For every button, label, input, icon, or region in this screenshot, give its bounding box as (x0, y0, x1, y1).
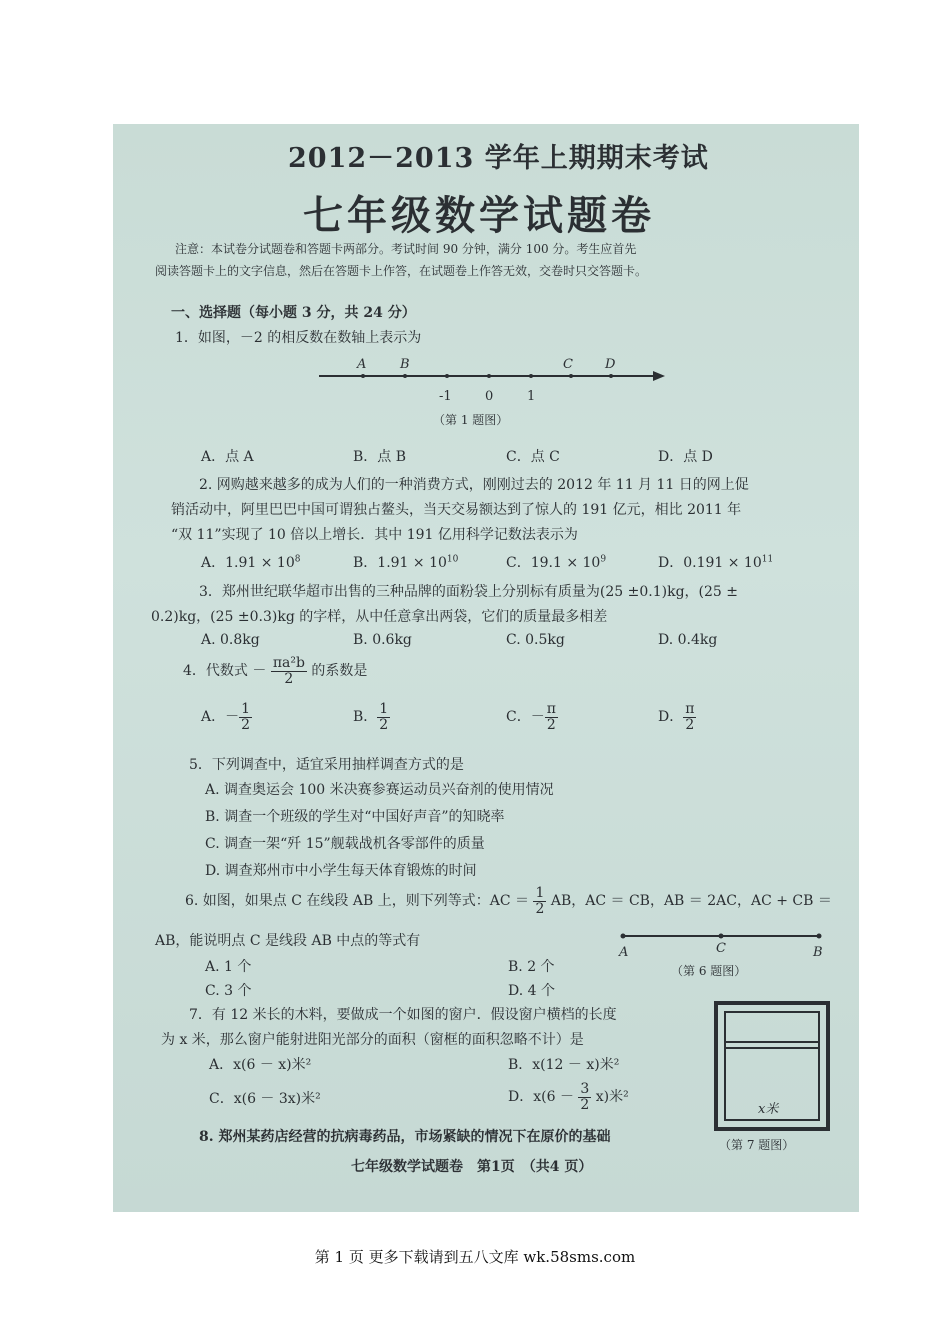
q6-option-c: C. 3 个 (205, 983, 252, 999)
q4-option-c: C．－ $\frac{\pi}{2}$ (506, 701, 556, 733)
exam-subtitle: 七年级数学试题卷 (303, 192, 655, 239)
q7-option-b: B．x(12 － x)米² (508, 1057, 620, 1073)
q7-window-figure (713, 1000, 833, 1134)
q5-stem: 5．下列调查中，适宜采用抽样调查方式的是 (189, 757, 464, 773)
q1-tick-minus1: -1 (439, 389, 452, 404)
q6-point-b: B (813, 945, 823, 960)
q1-caption: （第 1 题图） (433, 413, 509, 427)
q7-option-c: C．x(6 － 3x)米² (209, 1091, 321, 1107)
q2-line-3: “双 11”实现了 10 倍以上增长．其中 191 亿用科学记数法表示为 (171, 527, 578, 543)
page-label: 七年级数学试题卷 第1页 （共4 页） (351, 1159, 593, 1175)
exam-title: 2012－2013 学年上期期末考试 (288, 143, 709, 174)
exam-photo (113, 124, 859, 1212)
q7-window-label: x米 (758, 1102, 779, 1117)
q1-tick-1: 1 (527, 389, 536, 404)
q2-option-b: B．$1.91 \times 10^{10}$ (353, 554, 459, 571)
q3-line-2: 0.2)kg，(25 ±0.3)kg 的字样，从中任意拿出两袋，它们的质量最多相差 (151, 609, 608, 625)
q6-option-b: B. 2 个 (508, 959, 555, 975)
q1-point-b: B (400, 357, 410, 372)
q5-option-d: D. 调查郑州市中小学生每天体育锻炼的时间 (205, 863, 477, 879)
notice-line-2: 阅读答题卡上的文字信息，然后在答题卡上作答，在试题卷上作答无效，交卷时只交答题卡。 (155, 264, 648, 278)
q4-frac-num: πa²b (272, 655, 305, 671)
q5-option-a: A. 调查奥运会 100 米决赛参赛运动员兴奋剂的使用情况 (205, 782, 554, 798)
q6-segment-figure (613, 924, 828, 962)
q7-option-d: D．x(6 － $\frac{3}{2}$ x)米² (508, 1081, 629, 1113)
q6-stem: 6. 如图，如果点 C 在线段 AB 上，则下列等式：AC ＝ $\frac{1}{2}$ AB，AC ＝ CB，AB ＝ 2AC，AC + CB ＝ (185, 885, 832, 917)
q1-point-c: C (563, 357, 573, 372)
q6-point-a: A (619, 945, 629, 960)
q1-stem: 1．如图，－2 的相反数在数轴上表示为 (175, 330, 422, 346)
q4-option-b: B． $\frac{1}{2}$ (353, 701, 389, 733)
q1-option-a: A．点 A (201, 449, 254, 465)
q3-option-b: B. 0.6kg (353, 632, 412, 648)
q1-option-d: D．点 D (658, 449, 713, 465)
q1-tick-0: 0 (485, 389, 494, 404)
q1-option-b: B．点 B (353, 449, 407, 465)
q2-option-d: D．$0.191 \times 10^{11}$ (658, 554, 774, 571)
q3-line-1: 3．郑州世纪联华超市出售的三种品牌的面粉袋上分别标有质量为(25 ±0.1)kg，(25 ± (199, 584, 738, 600)
q5-option-b: B. 调查一个班级的学生对“中国好声音”的知晓率 (205, 809, 505, 825)
q2-line-2: 销活动中，阿里巴巴中国可谓独占鳌头，当天交易额达到了惊人的 191 亿元，相比 2011 年 (171, 502, 742, 518)
q2-option-a: A．$1.91 \times 10^8$ (201, 554, 301, 571)
q3-option-d: D. 0.4kg (658, 632, 718, 648)
q4-option-a: A．－ $\frac{1}{2}$ (201, 701, 251, 733)
q6-point-c: C (716, 941, 726, 956)
q3-option-c: C. 0.5kg (506, 632, 565, 648)
q8-line-1: 8. 郑州某药店经营的抗病毒药品，市场紧缺的情况下在原价的基础 (199, 1129, 611, 1145)
q4-frac-den: 2 (284, 670, 294, 687)
q1-point-a: A (357, 357, 367, 372)
q7-line-2: 为 x 米，那么窗户能射进阳光部分的面积（窗框的面积忽略不计）是 (161, 1032, 584, 1048)
q6-line-2: AB，能说明点 C 是线段 AB 中点的等式有 (155, 933, 421, 949)
q3-option-a: A. 0.8kg (201, 632, 260, 648)
q4-stem: 4．代数式 － $\frac{\text{πa²b}}{2}$ 的系数是 (183, 655, 368, 687)
q6-option-d: D. 4 个 (508, 983, 555, 999)
q1-option-c: C．点 C (506, 449, 560, 465)
q4-option-d: D． $\frac{\pi}{2}$ (658, 701, 695, 733)
q6-option-a: A. 1 个 (205, 959, 252, 975)
q7-line-1: 7．有 12 米长的木料，要做成一个如图的窗户．假设窗户横档的长度 (189, 1007, 617, 1023)
q6-caption: （第 6 题图） (671, 964, 747, 978)
q7-caption: （第 7 题图） (719, 1138, 795, 1152)
q2-option-c: C．$19.1 \times 10^9$ (506, 554, 607, 571)
q1-point-d: D (605, 357, 616, 372)
notice-line-1: 注意：本试卷分试题卷和答题卡两部分。考试时间 90 分钟，满分 100 分。考生应首先 (175, 242, 637, 256)
page-footer: 第 1 页 更多下载请到五八文库 wk.58sms.com (314, 1248, 636, 1266)
q5-option-c: C. 调查一架“歼 15”舰载战机各零部件的质量 (205, 836, 485, 852)
q7-option-a: A．x(6 － x)米² (209, 1057, 312, 1073)
section-title: 一、选择题（每小题 3 分，共 24 分） (171, 305, 416, 321)
q2-line-1: 2. 网购越来越多的成为人们的一种消费方式，刚刚过去的 2012 年 11 月 11 日的网上促 (199, 477, 749, 493)
